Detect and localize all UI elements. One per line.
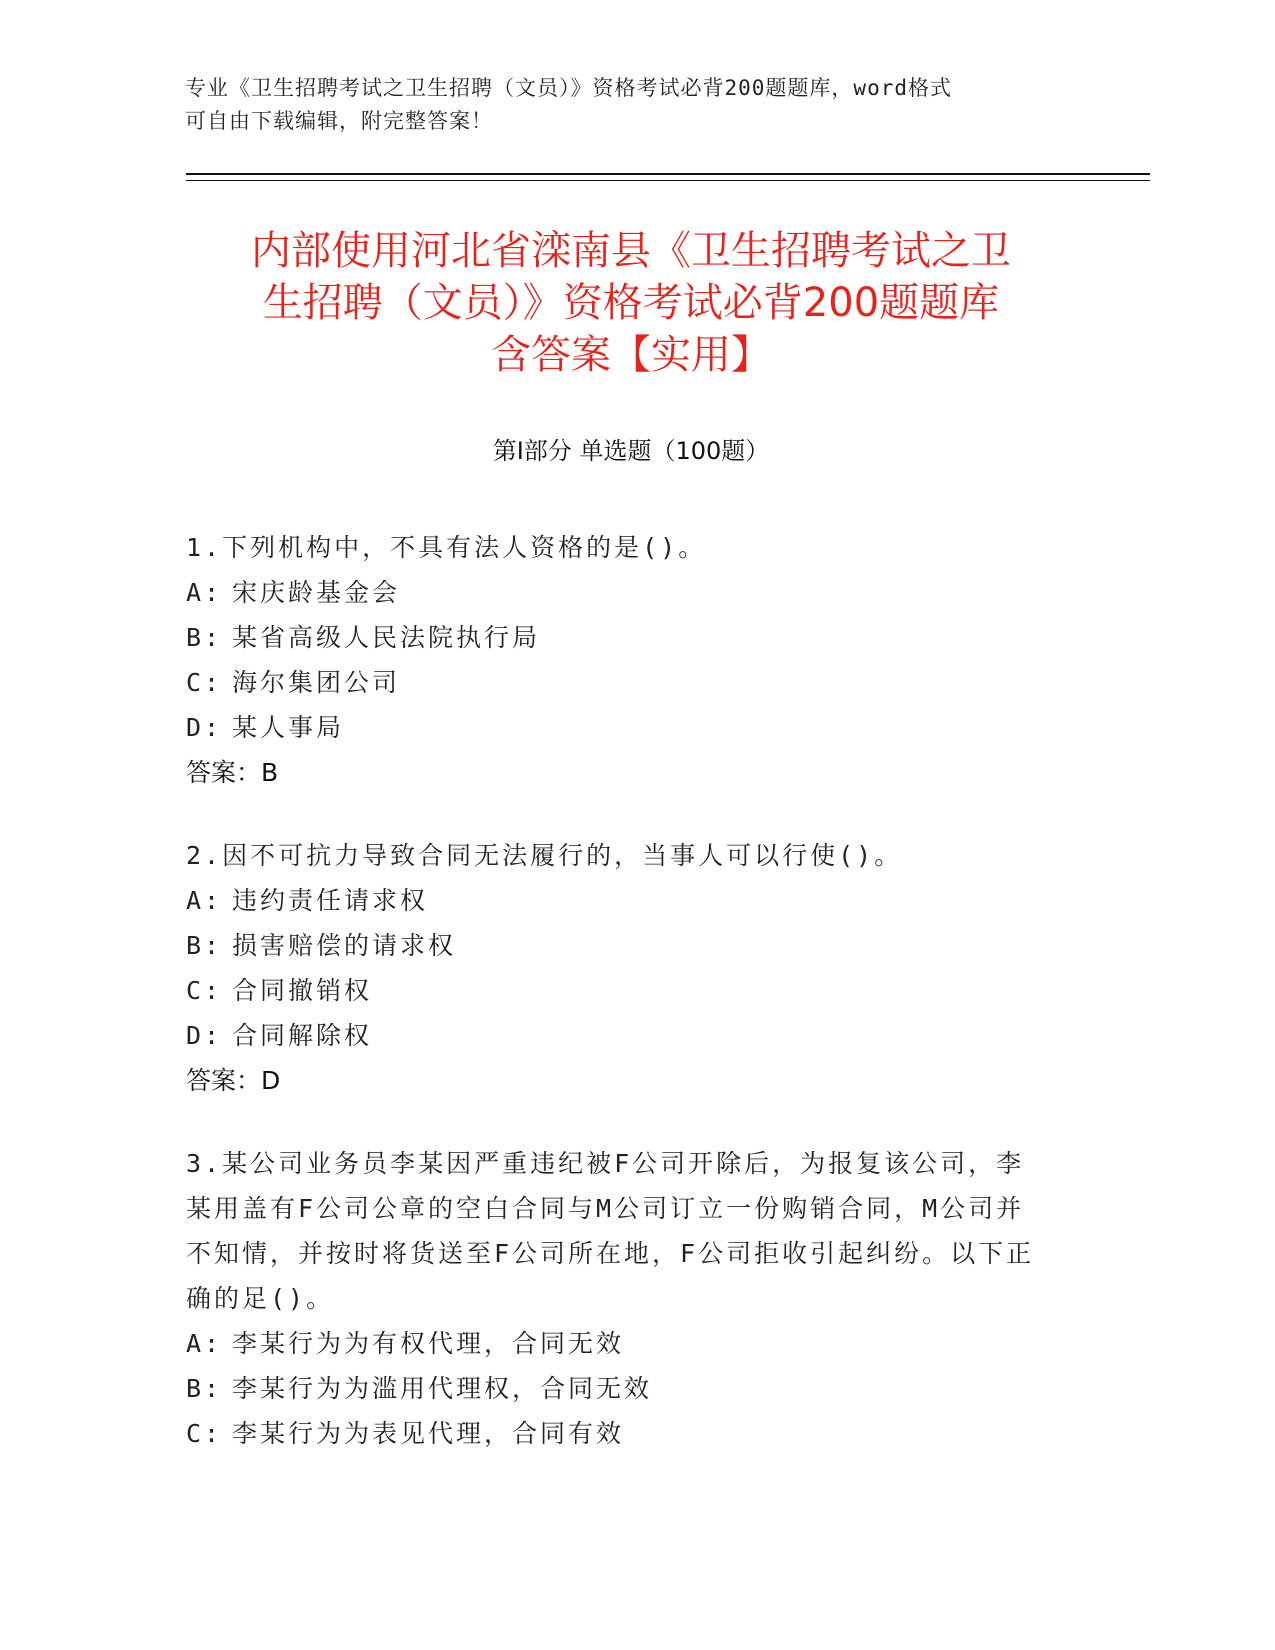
option-text: 李某行为为表见代理，合同有效 [232,1419,625,1448]
option-text: 某省高级人民法院执行局 [232,623,541,652]
option-letter: C: [186,976,223,1005]
option-letter: B: [186,931,223,960]
option-b [186,615,1076,660]
header-note-line-1: 专业《卫生招聘考试之卫生招聘（文员）》资格考试必背200题题库，word格式 [185,76,952,100]
question-stem-line: 3.某公司业务员李某因严重违纪被F公司开除后，为报复该公司，李 [186,1149,1025,1178]
option-b [186,923,1076,968]
title-line-3: 含答案【实用】 [491,332,771,378]
question-1 [186,525,1076,795]
question-stem-line: 确的足()。 [186,1284,335,1313]
option-letter: A: [186,578,223,607]
question-2 [186,833,1076,1103]
option-text: 李某行为为有权代理，合同无效 [232,1329,625,1358]
option-letter: D: [186,713,223,742]
option-text: 李某行为为滥用代理权，合同无效 [232,1374,653,1403]
option-a [186,878,1076,923]
option-letter: B: [186,1374,223,1403]
option-text: 合同撤销权 [232,976,373,1005]
option-letter: A: [186,886,223,915]
answer-label: 答案：B [186,758,279,787]
option-text: 宋庆龄基金会 [232,578,401,607]
option-letter: C: [186,1419,223,1448]
header-divider-thin [186,180,1150,181]
option-d [186,1013,1076,1058]
option-a [186,1321,1076,1366]
header-note-line-2: 可自由下载编辑，附完整答案！ [185,109,493,133]
question-stem: 1.下列机构中，不具有法人资格的是()。 [186,533,707,562]
option-text: 海尔集团公司 [232,668,401,697]
question-stem-line: 某用盖有F公司公章的空白合同与M公司订立一份购销合同，M公司并 [186,1194,1025,1223]
answer-label: 答案：D [186,1066,281,1095]
option-letter: A: [186,1329,223,1358]
title-line-2: 生招聘（文员）》资格考试必背200题题库 [262,280,1000,326]
option-text: 违约责任请求权 [232,886,429,915]
question-stem: 2.因不可抗力导致合同无法履行的，当事人可以行使()。 [186,841,903,870]
document-title [186,225,1076,381]
option-c [186,968,1076,1013]
option-text: 损害赔偿的请求权 [232,931,457,960]
option-text: 合同解除权 [232,1021,373,1050]
option-c [186,1411,1076,1456]
option-d [186,705,1076,750]
option-letter: C: [186,668,223,697]
option-b [186,1366,1076,1411]
header-note [185,72,1065,138]
option-c [186,660,1076,705]
question-stem-line: 不知情，并按时将货送至F公司所在地，F公司拒收引起纠纷。以下正 [186,1239,1035,1268]
header-divider-thick [186,173,1150,175]
option-letter: D: [186,1021,223,1050]
option-letter: B: [186,623,223,652]
question-list [186,525,1076,1494]
title-line-1: 内部使用河北省滦南县《卫生招聘考试之卫 [251,228,1011,274]
section-heading: 第Ⅰ部分 单选题（100题） [492,437,770,465]
option-a [186,570,1076,615]
option-text: 某人事局 [232,713,345,742]
question-3 [186,1141,1076,1456]
